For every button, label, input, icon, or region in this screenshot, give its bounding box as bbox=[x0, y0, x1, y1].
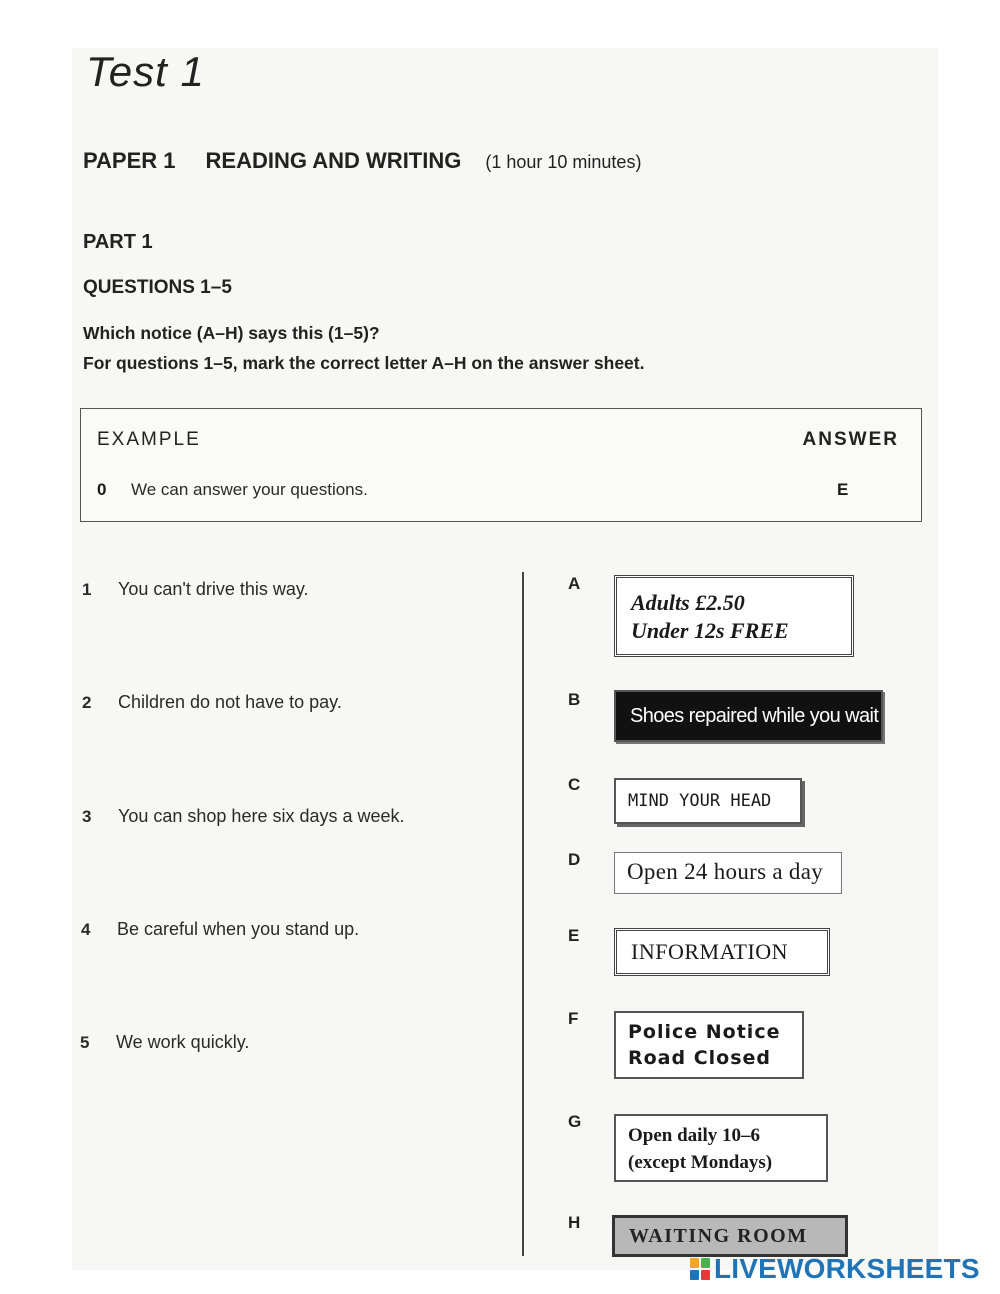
question-2 bbox=[82, 692, 342, 713]
notice-h bbox=[612, 1215, 848, 1257]
notice-letter-f: F bbox=[568, 1009, 579, 1028]
logo-square bbox=[701, 1258, 710, 1268]
notice-line: MIND YOUR HEAD bbox=[628, 791, 772, 811]
notice-letter-e: E bbox=[568, 926, 580, 945]
notice-line: WAITING ROOM bbox=[629, 1225, 808, 1247]
questions-range: QUESTIONS 1–5 bbox=[83, 277, 232, 298]
notice-e bbox=[614, 928, 830, 976]
notice-line: Under 12s FREE bbox=[631, 618, 789, 643]
instruction-line-2: For questions 1–5, mark the correct letter A–H on the answer sheet. bbox=[83, 353, 645, 373]
liveworksheets-watermark bbox=[690, 1254, 980, 1284]
worksheet-page bbox=[72, 48, 938, 1270]
question-number: 3 bbox=[82, 807, 92, 826]
notice-f bbox=[614, 1011, 804, 1079]
question-text: You can't drive this way. bbox=[118, 579, 309, 599]
notice-line: (except Mondays) bbox=[628, 1152, 773, 1173]
example-answer: E bbox=[837, 480, 849, 499]
notice-letter-c: C bbox=[568, 775, 581, 794]
instruction-line-1: Which notice (A–H) says this (1–5)? bbox=[83, 323, 380, 343]
notice-line: Adults £2.50 bbox=[631, 590, 745, 615]
notice-g bbox=[614, 1114, 828, 1182]
question-number: 4 bbox=[81, 920, 91, 939]
liveworksheets-logo-icon bbox=[690, 1258, 710, 1280]
example-number: 0 bbox=[97, 480, 107, 499]
notice-b bbox=[614, 690, 883, 742]
test-title: Test 1 bbox=[86, 48, 205, 95]
notice-letter-g: G bbox=[568, 1112, 582, 1131]
logo-square bbox=[690, 1270, 699, 1280]
example-text: We can answer your questions. bbox=[131, 480, 368, 499]
notice-line: Open daily 10–6 bbox=[628, 1125, 760, 1146]
notice-line: Police Notice bbox=[628, 1021, 781, 1043]
answer-label: ANSWER bbox=[802, 429, 899, 450]
notice-letter-b: B bbox=[568, 690, 581, 709]
notice-line: Open 24 hours a day bbox=[627, 859, 824, 884]
logo-square bbox=[690, 1258, 699, 1268]
notice-letter-d: D bbox=[568, 850, 581, 869]
question-1 bbox=[82, 579, 309, 600]
logo-square bbox=[701, 1270, 710, 1280]
question-text: Be careful when you stand up. bbox=[117, 919, 360, 939]
notice-line: INFORMATION bbox=[631, 939, 789, 964]
notice-d bbox=[614, 852, 842, 894]
watermark-text: LIVEWORKSHEETS bbox=[714, 1253, 980, 1284]
paper-duration: (1 hour 10 minutes) bbox=[485, 152, 642, 172]
notice-line: Shoes repaired while you wait bbox=[630, 705, 879, 727]
example-label: EXAMPLE bbox=[97, 429, 201, 450]
question-number: 1 bbox=[82, 580, 92, 599]
notice-a bbox=[614, 575, 854, 657]
paper-heading bbox=[83, 148, 641, 174]
paper-name: READING AND WRITING bbox=[205, 148, 462, 173]
part-title: PART 1 bbox=[83, 231, 153, 253]
question-text: Children do not have to pay. bbox=[118, 692, 342, 712]
notice-letter-a: A bbox=[568, 574, 581, 593]
paper-label: PAPER 1 bbox=[83, 148, 176, 173]
question-3 bbox=[82, 806, 405, 827]
notice-c bbox=[614, 778, 802, 824]
column-divider bbox=[522, 572, 524, 1256]
question-4 bbox=[81, 919, 359, 940]
question-text: You can shop here six days a week. bbox=[118, 806, 405, 826]
question-text: We work quickly. bbox=[116, 1032, 250, 1052]
notice-line: Road Closed bbox=[628, 1047, 772, 1069]
question-number: 5 bbox=[80, 1033, 90, 1052]
example-box bbox=[80, 408, 922, 522]
question-5 bbox=[80, 1032, 249, 1053]
question-number: 2 bbox=[82, 693, 92, 712]
notice-letter-h: H bbox=[568, 1213, 581, 1232]
